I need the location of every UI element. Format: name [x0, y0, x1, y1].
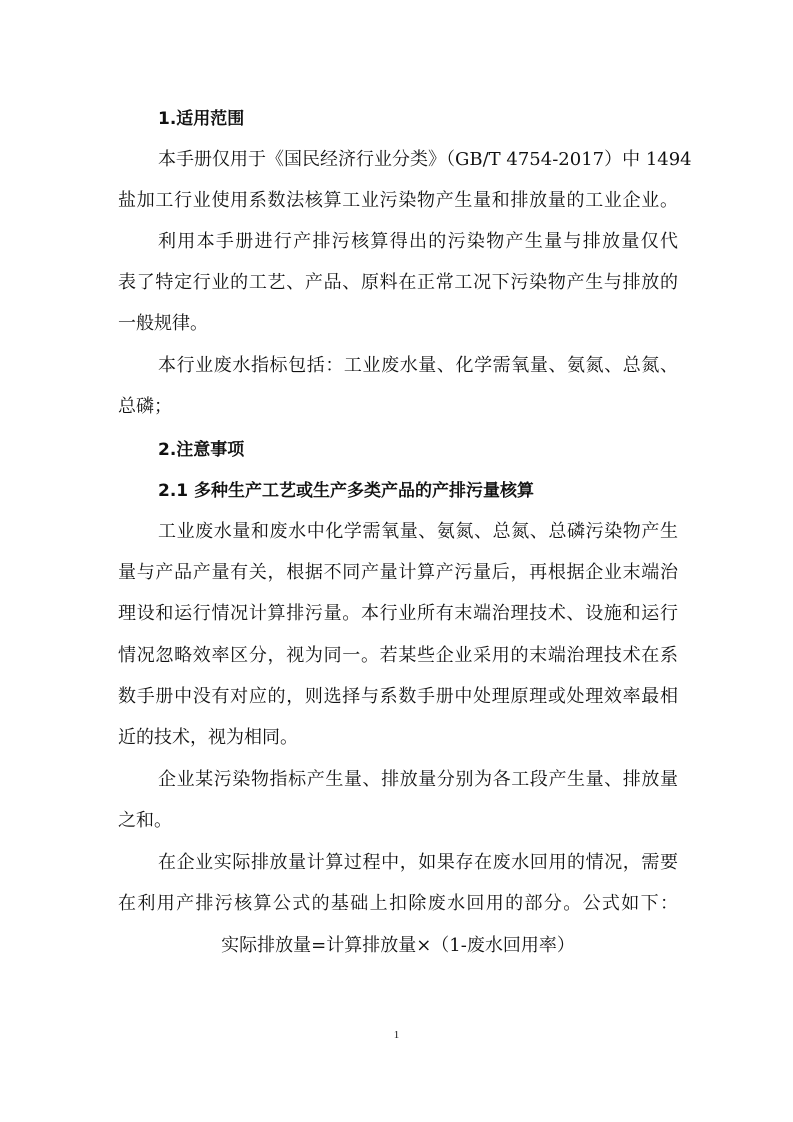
paragraph-line: 本行业废水指标包括：工业废水量、化学需氧量、氨氮、总氮、 [158, 355, 678, 376]
paragraph-line: 利用本手册进行产排污核算得出的污染物产生量与排放量仅代 [158, 231, 678, 252]
paragraph-line: 一般规律。 [118, 313, 208, 334]
paragraph-line: 表了特定行业的工艺、产品、原料在正常工况下污染物产生与排放的 [118, 272, 678, 293]
section-1-title: 1.适用范围 [158, 109, 245, 129]
paragraph-line: 数手册中没有对应的，则选择与系数手册中处理原理或处理效率最相 [118, 686, 678, 707]
paragraph-line: 量与产品产量有关，根据不同产量计算产污量后，再根据企业末端治 [118, 562, 678, 583]
paragraph-line: 理设和运行情况计算排污量。本行业所有末端治理技术、设施和运行 [118, 603, 678, 624]
paragraph-line: 企业某污染物指标产生量、排放量分别为各工段产生量、排放量 [158, 769, 678, 790]
paragraph-line: 本手册仅用于《国民经济行业分类》（GB/T 4754-2017）中 1494 [158, 149, 692, 170]
paragraph-line: 情况忽略效率区分，视为同一。若某些企业采用的末端治理技术在系 [118, 645, 678, 666]
paragraph-line: 总磷； [118, 396, 172, 417]
paragraph-line: 在企业实际排放量计算过程中，如果存在废水回用的情况，需要 [158, 852, 678, 873]
page-number: 1 [393, 1029, 400, 1041]
paragraph-line: 工业废水量和废水中化学需氧量、氨氮、总氮、总磷污染物产生 [158, 521, 678, 542]
paragraph-line: 在利用产排污核算公式的基础上扣除废水回用的部分。公式如下： [118, 893, 678, 914]
paragraph-line: 之和。 [118, 810, 172, 831]
paragraph-line: 近的技术，视为相同。 [118, 727, 298, 748]
section-2-title: 2.注意事项 [158, 440, 245, 460]
section-2-1-title: 2.1 多种生产工艺或生产多类产品的产排污量核算 [158, 481, 535, 501]
paragraph-line: 盐加工行业使用系数法核算工业污染物产生量和排放量的工业企业。 [118, 190, 678, 211]
formula: 实际排放量=计算排放量×（1-废水回用率） [221, 935, 575, 956]
